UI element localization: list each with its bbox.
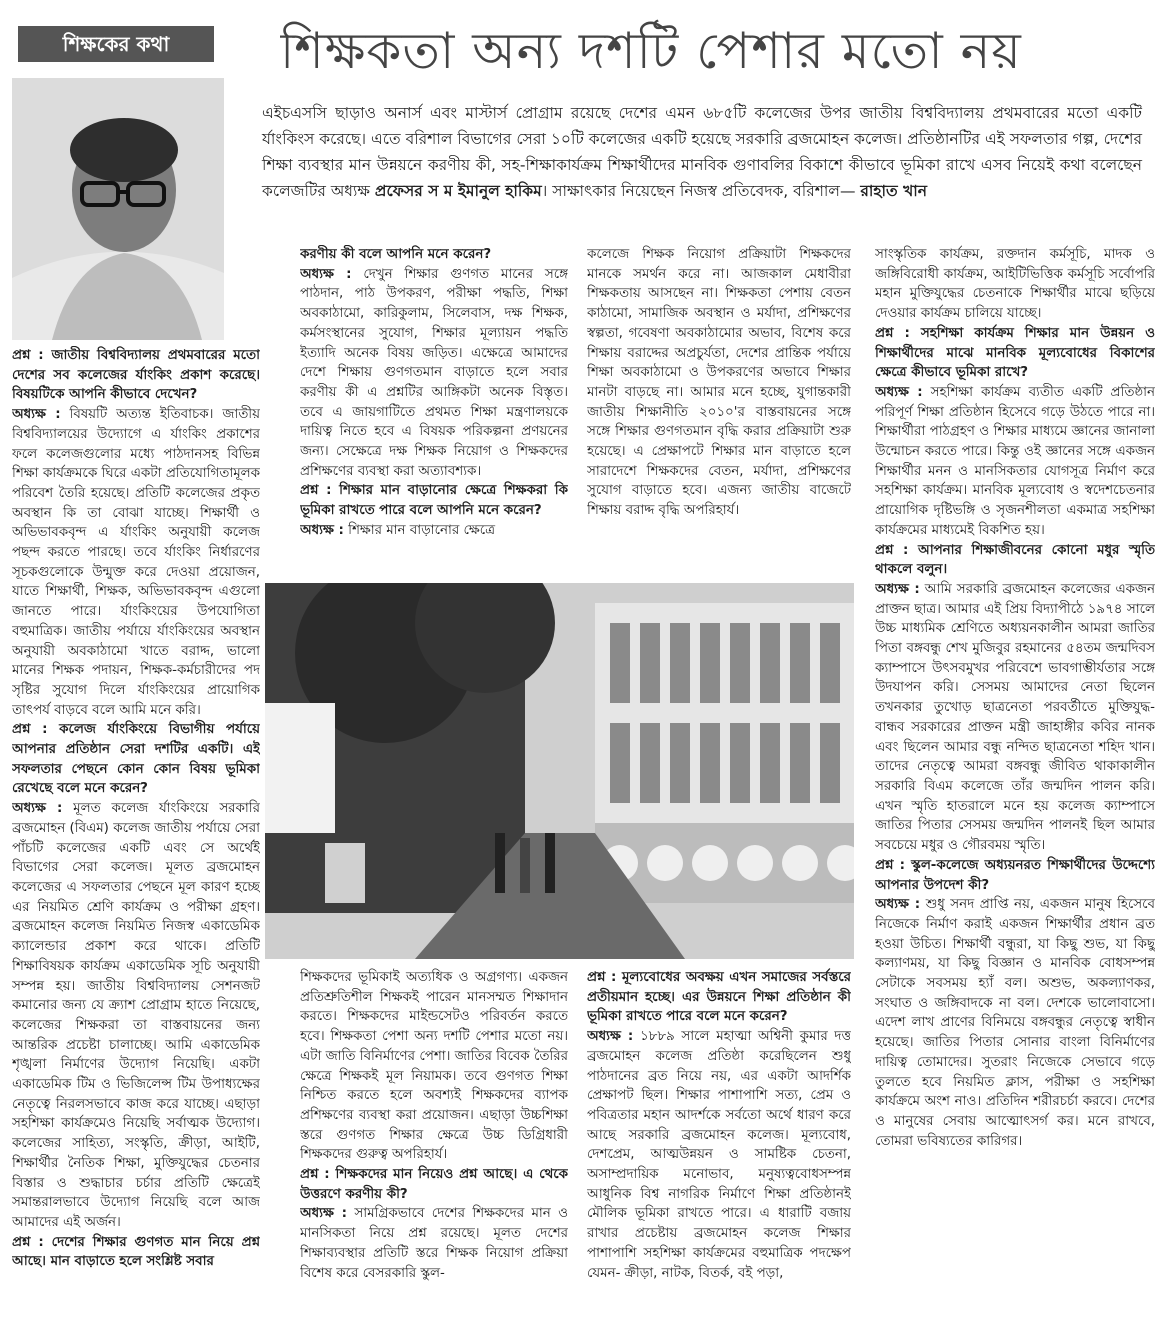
question-6: প্রশ্ন : সহশিক্ষা কার্যক্রম শিক্ষার মান উন্নয়ন ও শিক্ষার্থীদের মাঝে মানবিক মূল্যবোধের বিকাশের ক্ষেত্রে কীভাবে ভূমিকা রাখে? (875, 325, 1155, 381)
column-2-top (300, 245, 568, 580)
intro-text: এইচএসসি ছাড়াও অনার্স এবং মাস্টার্স প্রোগ্রাম রয়েছে দেশের এমন ৬৮৫টি কলেজের উপর জাতীয় বিশ্ববিদ্যালয় প্রথমবারের মতো একটি র্যাংকিংস করেছে। এতে বরিশাল বিভাগের সেরা ১০টি কলেজের একটি হয়েছে সরকারি ব্রজমোহন কলেজ। প্রতিষ্ঠানটির এই সফলতার গল্প, দেশের শিক্ষা ব্যবস্থার মান উন্নয়নে করণীয় কী, সহ-শিক্ষাকার্যক্রম শিক্ষার্থীদের মানবিক গুণাবলির বিকাশে কীভাবে ভূমিকা রাখে এসব নিয়েই কথা বলেছেন কলেজটির অধ্যক্ষ (262, 104, 1142, 200)
answer-4-start: শিক্ষার মান বাড়ানোর ক্ষেত্রে (343, 522, 495, 538)
answer-8: শুধু সনদ প্রাপ্তি নয়, একজন মানুষ হিসেবে নিজেকে নির্মাণ করাই একজন শিক্ষার্থীর প্রধান ব্রত হওয়া উচিত। শিক্ষার্থী বন্ধুরা, যা কিছু শুভ, যা কিছু কল্যাণময়, যা কিছু বিজ্ঞান ও মানবিক বোধসম্পন্ন সেটাকে সবসময় হ্যাঁ বল। অশুভ, অকল্যাণকর, সংঘাত ও জঙ্গিবাদকে না বল। দেশকে ভালোবাসো। এদেশ লাখ প্রাণের বিনিময়ে বঙ্গবন্ধুর নেতৃত্বে স্বাধীন হয়েছে। জাতির পিতার সোনার বাংলা বিনির্মাণের দায়িত্ব তোমাদের। সুতরাং নিজেকে সেভাবে গড়ে তুলতে হবে নিয়মিত ক্লাস, পরীক্ষা ও সহশিক্ষা কার্যক্রমে অংশ নাও। প্রতিদিন শরীরচর্চা করবে। দেশের ও মানুষের সেবায় আত্মোৎসর্গ কর। মনে রাখবে, তোমরা ভবিষ্যতের কারিগর। (875, 897, 1155, 1149)
question-4: প্রশ্ন : শিক্ষার মান বাড়ানোর ক্ষেত্রে শিক্ষকরা কি ভূমিকা রাখতে পারে বলে আপনি মনে করেন? (300, 483, 568, 519)
column-3-bottom (587, 968, 851, 1326)
answer-label: অধ্যক্ষ : (300, 266, 352, 282)
answer-9: ১৮৮৯ সালে মহাত্মা অশ্বিনী কুমার দত্ত ব্রজমোহন কলেজ প্রতিষ্ঠা করেছিলেন শুধু পাঠদানের ব্রত নিয়ে নয়, এর একটা আদর্শিক প্রেক্ষাপট ছিল। শিক্ষার পাশাপাশি সত্য, প্রেম ও পবিত্রতার মহান আদর্শকে সর্বতো অর্থে ধারণ করে আছে সরকারি ব্রজমোহন কলেজ। মূল্যবোধ, দেশপ্রেম, আত্মউন্নয়ন ও সামষ্টিক চেতনা, অসাম্প্রদায়িক মনোভাব, মনুষ্যত্ববোধসম্পন্ন আধুনিক বিশ্ব নাগরিক নির্মাণে শিক্ষা প্রতিষ্ঠানই মৌলিক ভূমিকা রাখতে পারে। এ ধারাটি বজায় রাখার প্রচেষ্টায় ব্রজমোহন কলেজ শিক্ষার পাশাপাশি সহশিক্ষা কার্যক্রমের বহুমাত্রিক পদক্ষেপ যেমন- ক্রীড়া, নাটক, বিতর্ক, বই পড়া, (587, 1029, 851, 1281)
portrait-illustration (12, 78, 224, 340)
section-tag: শিক্ষকের কথা (18, 26, 214, 62)
intro-mid: । সাক্ষাৎকার নিয়েছেন নিজস্ব প্রতিবেদক, বরিশাল— (541, 182, 861, 200)
answer-label: অধ্যক্ষ : (875, 581, 920, 597)
question-2: প্রশ্ন : কলেজ র্যাংকিংয়ে বিভাগীয় পর্যায়ে আপনার প্রতিষ্ঠান সেরা দশটির একটি। এই সফলতার পেছনে কোন কোন বিষয় ভূমিকা রেখেছে বলে মনে করেন? (12, 722, 260, 797)
answer-5-continued: কলেজে শিক্ষক নিয়োগ প্রক্রিয়াটা শিক্ষকদের মানকে সমর্থন করে না। আজকাল মেধাবীরা শিক্ষকতায় আসছেন না। শিক্ষকতা পেশায় বেতন কাঠামো, সামাজিক অবস্থান ও মর্যাদা, প্রশিক্ষণের স্বল্পতা, গবেষণা অবকাঠামোর অভাব, বিশেষ করে শিক্ষায় বরাদ্দের অপ্রচুর্যতা, দেশের প্রান্তিক পর্যায়ে শিক্ষা অবকাঠামো ও উপকরণের অভাবে শিক্ষার মানটা বাড়ছে না। আমার মনে হচ্ছে, যুগান্তকারী জাতীয় শিক্ষানীতি ২০১০'র বাস্তবায়নের সঙ্গে সঙ্গে শিক্ষার গুণগতমান বৃদ্ধি করার প্রক্রিয়াটা শুরু হয়েছে। এ প্রেক্ষাপটে শিক্ষার মান বাড়াতে হলে সারাদেশে শিক্ষকদের বেতন, মর্যাদা, প্রশিক্ষণের সুযোগ বাড়াতে হবে। এজন্য জাতীয় বাজেটে শিক্ষায় বরাদ্দ বৃদ্ধি অপরিহার্য। (587, 247, 851, 519)
answer-label: অধ্যক্ষ : (12, 801, 63, 817)
answer-label: অধ্যক্ষ : (875, 384, 923, 400)
answer-3: দেখুন শিক্ষার গুণগত মানের সঙ্গে পাঠদান, পাঠ উপকরণ, পরীক্ষা পদ্ধতি, শিক্ষা অবকাঠামো, কারিকুলাম, সিলেবাস, দক্ষ শিক্ষক, কর্মসংস্থানের সুযোগ, শিক্ষার মূল্যায়ন পদ্ধতি ইত্যাদি অনেক বিষয় জড়িত। এক্ষেত্রে আমাদের দেশে শিক্ষায় গুণগতমান বাড়াতে হলে সবার করণীয় কী এ প্রশ্নটির আঙ্গিকটা অনেক বিস্তৃত। তবে এ জায়গাটিতে প্রথমত শিক্ষা মন্ত্রণালয়কে দায়িত্ব নিতে হবে এ বিষয়ক পরিকল্পনা প্রণয়নের জন্য। সেক্ষেত্রে দক্ষ শিক্ষক নিয়োগ ও শিক্ষকদের প্রশিক্ষণের ব্যবস্থা করা অত্যাবশ্যক। (300, 266, 568, 479)
question-1: প্রশ্ন : জাতীয় বিশ্ববিদ্যালয় প্রথমবারের মতো দেশের সব কলেজের র্যাংকিং প্রকাশ করেছে। বিষয়টিকে আপনি কীভাবে দেখেন? (12, 348, 260, 403)
answer-4-continued: শিক্ষকদের ভূমিকাই অত্যধিক ও অগ্রগণ্য। একজন প্রতিশ্রুতিশীল শিক্ষকই পারেন মানসম্মত শিক্ষাদান করতে। শিক্ষকদের মাইন্ডসেটও পরিবর্তন করতে হবে। শিক্ষকতা পেশা অন্য দশটি পেশার মতো নয়। এটা জাতি বিনির্মাণের পেশা। জাতির বিবেক তৈরির ক্ষেত্রে শিক্ষকই মূল নিয়ামক। তবে গুণগত শিক্ষা নিশ্চিত করতে হলে অবশ্যই শিক্ষকদের ব্যাপক প্রশিক্ষণের ব্যবস্থা করা প্রয়োজন। এছাড়া উচ্চশিক্ষা স্তরে গুণগত শিক্ষার ক্ষেত্রে উচ্চ ডিগ্রিধারী শিক্ষকদের গুরুত্ব অপরিহার্য। (300, 970, 568, 1163)
intro-paragraph (262, 100, 1142, 204)
question-3: প্রশ্ন : দেশের শিক্ষার গুণগত মান নিয়ে প্রশ্ন আছে। মান বাড়াতে হলে সংশ্লিষ্ট সবার (12, 1234, 260, 1270)
question-7: প্রশ্ন : আপনার শিক্ষাজীবনের কোনো মধুর স্মৃতি থাকলে বলুন। (875, 542, 1155, 578)
answer-label: অধ্যক্ষ : (587, 1029, 634, 1045)
answer-label: অধ্যক্ষ : (300, 522, 344, 538)
question-5: প্রশ্ন : শিক্ষকদের মান নিয়েও প্রশ্ন আছে। এ থেকে উত্তরণে করণীয় কী? (300, 1167, 568, 1202)
column-4 (875, 245, 1155, 1325)
answer-1: বিষয়টি অত্যন্ত ইতিবাচক। জাতীয় বিশ্ববিদ্যালয়ের উদ্যোগে এ র্যাংকিং প্রকাশের ফলে কলেজগুলোর মধ্যে পাঠদানসহ বিভিন্ন শিক্ষা কার্যক্রমকে ঘিরে একটা প্রতিযোগিতামূলক পরিবেশ তৈরি হয়েছে। প্রতিটি কলেজের প্রকৃত অবস্থান কি তা বোঝা যাচ্ছে। শিক্ষার্থী ও অভিভাবকবৃন্দ এ র্যাংকিং অনুযায়ী কলেজ পছন্দ করতে পারছে। তবে র্যাংকিং নির্ধারণের সূচকগুলোকে উন্মুক্ত করে দেওয়া প্রয়োজন, যাতে শিক্ষার্থী, শিক্ষক, অভিভাবকবৃন্দ এগুলো জানতে পারে। র্যাংকিংয়ের উপযোগিতা বহুমাত্রিক। জাতীয় পর্যায়ে র্যাংকিংয়ের অবস্থান অনুযায়ী অবকাঠামো খাতে বরাদ্দ, ভালো মানের শিক্ষক পদায়ন, শিক্ষক-কর্মচারীদের পদ সৃষ্টির সুযোগ দিলে র্যাংকিংয়ের প্রায়োগিক তাৎপর্য বাড়বে বলে আমি মনে করি। (12, 407, 260, 718)
answer-2: মূলত কলেজ র্যাংকিংয়ে সরকারি ব্রজমোহন (বিএম) কলেজ জাতীয় পর্যায়ে সেরা পাঁচটি কলেজের একটি এবং সে অর্থেই বিভাগের সেরা কলেজ। মূলত ব্রজমোহন কলেজের এ সফলতার পেছনে মূল কারণ হচ্ছে এর নিয়মিত শ্রেণি কার্যক্রম ও পরীক্ষা গ্রহণ। ব্রজমোহন কলেজ নিয়মিত নিজস্ব একাডেমিক ক্যালেন্ডার প্রকাশ করে থাকে। প্রতিটি শিক্ষাবিষয়ক কার্যক্রম একাডেমিক সূচি অনুযায়ী সম্পন্ন হয়। জাতীয় বিশ্ববিদ্যালয় সেশনজট কমানোর জন্য যে ক্র্যাশ প্রোগ্রাম হাতে নিয়েছে, কলেজের শিক্ষকরা তা বাস্তবায়নের জন্য আন্তরিক প্রচেষ্টা চালাচ্ছে। আমি একাডেমিক শৃঙ্খলা নির্মাণের উদ্যোগ নিয়েছি। একটা একাডেমিক টিম ও ভিজিলেন্স টিম উপাধ্যক্ষের নেতৃত্বে নিরলসভাবে কাজ করে যাচ্ছে। এছাড়া সহশিক্ষা কার্যক্রমেও নিয়েছি সর্বাত্মক উদ্যোগ। কলেজের সাহিত্য, সংস্কৃতি, ক্রীড়া, আইটি, শিক্ষার্থীর নৈতিক শিক্ষা, মুক্তিযুদ্ধের চেতনার বিস্তার ও শুদ্ধাচার চর্চার প্রতিটি ক্ষেত্রেই সমান্তরালভাবে উদ্যোগ নিয়েছি বলে আজ আমাদের এই অর্জন। (12, 801, 260, 1230)
answer-label: অধ্যক্ষ : (875, 897, 921, 913)
question-9: প্রশ্ন : মূল্যবোধের অবক্ষয় এখন সমাজের সর্বস্তরে প্রতীয়মান হচ্ছে। এর উন্নয়নে শিক্ষা প্রতিষ্ঠান কী ভূমিকা রাখতে পারে বলে মনে করেন? (587, 970, 851, 1025)
principal-name: প্রফেসর স ম ইমানুল হাকিম (374, 182, 542, 200)
column-3-top (587, 245, 851, 580)
column-1 (12, 346, 260, 1324)
answer-label: অধ্যক্ষ : (300, 1206, 347, 1222)
answer-label: অধ্যক্ষ : (12, 407, 61, 423)
answer-7: আমি সরকারি ব্রজমোহন কলেজের একজন প্রাক্তন ছাত্র। আমার এই প্রিয় বিদ্যাপীঠে ১৯৭৪ সালে উচ্চ মাধ্যমিক শ্রেণিতে অধ্যয়নকালীন আমরা জাতির পিতা বঙ্গবন্ধু শেখ মুজিবুর রহমানের ৫৪তম জন্মদিবস ক্যাম্পাসে উৎসবমুখর পরিবেশে ভাবগাম্ভীর্যতার সঙ্গে উদযাপন করি। সেসময় আমাদের নেতা ছিলেন তখনকার তুখোড় ছাত্রনেতা পরবর্তীতে মুক্তিযুদ্ধ-বান্ধব সরকারের প্রাক্তন মন্ত্রী জাহাঙ্গীর কবির নানক এবং ছিলেন আমার বন্ধু নন্দিত ছাত্রনেতা শহিদ খান। তাদের নেতৃত্বে আমরা বঙ্গবন্ধু জীবিত থাকাকালীন সরকারি বিএম কলেজে তাঁর জন্মদিন পালন করি। এখন স্মৃতি হাতরালে মনে হয় কলেজ ক্যাম্পাসে জাতির পিতার সেসময় জন্মদিন পালনই ছিল আমার সবচেয়ে মধুর ও গৌরবময় স্মৃতি। (875, 581, 1155, 854)
question-3-continued: করণীয় কী বলে আপনি মনে করেন? (300, 247, 492, 262)
answer-6: সহশিক্ষা কার্যক্রম ব্যতীত একটি প্রতিষ্ঠান পরিপূর্ণ শিক্ষা প্রতিষ্ঠান হিসেবে গড়ে উঠতে পারে না। শিক্ষার্থীরা পাঠগ্রহণ ও শিক্ষার মাধ্যমে জ্ঞানের জানালা উন্মোচন করতে পারে। কিন্তু ওই জ্ঞানের সঙ্গে একজন শিক্ষার্থীর মনন ও মানসিকতার যোগসূত্র নির্মাণ করে সহশিক্ষা কার্যক্রম। মানবিক মূল্যবোধ ও স্বদেশচেতনার প্রায়োগিক দৃষ্টিভঙ্গি ও সৃজনশীলতা একমাত্র সহশিক্ষা কার্যক্রমের মাধ্যমেই বিকশিত হয়। (875, 384, 1155, 538)
campus-photo (265, 583, 854, 959)
question-8: প্রশ্ন : স্কুল-কলেজে অধ্যয়নরত শিক্ষার্থীদের উদ্দেশ্যে আপনার উপদেশ কী? (875, 857, 1155, 893)
column-2-bottom (300, 968, 568, 1326)
portrait-photo (12, 78, 224, 340)
reporter-name: রাহাত খান (860, 182, 928, 200)
answer-5: সামগ্রিকভাবে দেশের শিক্ষকদের মান ও মানসিকতা নিয়ে প্রশ্ন রয়েছে। মূলত দেশের শিক্ষাব্যবস্থার প্রতিটি স্তরে শিক্ষক নিয়োগ প্রক্রিয়া বিশেষ করে বেসরকারি স্কুল- (300, 1206, 568, 1281)
page-title: শিক্ষকতা অন্য দশটি পেশার মতো নয় (280, 22, 1022, 80)
campus-illustration (265, 583, 854, 959)
answer-9-continued: সাংস্কৃতিক কার্যক্রম, রক্তদান কর্মসূচি, মাদক ও জঙ্গিবিরোধী কার্যক্রম, আইটিভিত্তিক কর্মসূচি সর্বোপরি মহান মুক্তিযুদ্ধের চেতনাকে শিক্ষার্থীর মাঝে ছড়িয়ে দেওয়ার কার্যক্রম চালিয়ে যাচ্ছে। (875, 247, 1155, 322)
